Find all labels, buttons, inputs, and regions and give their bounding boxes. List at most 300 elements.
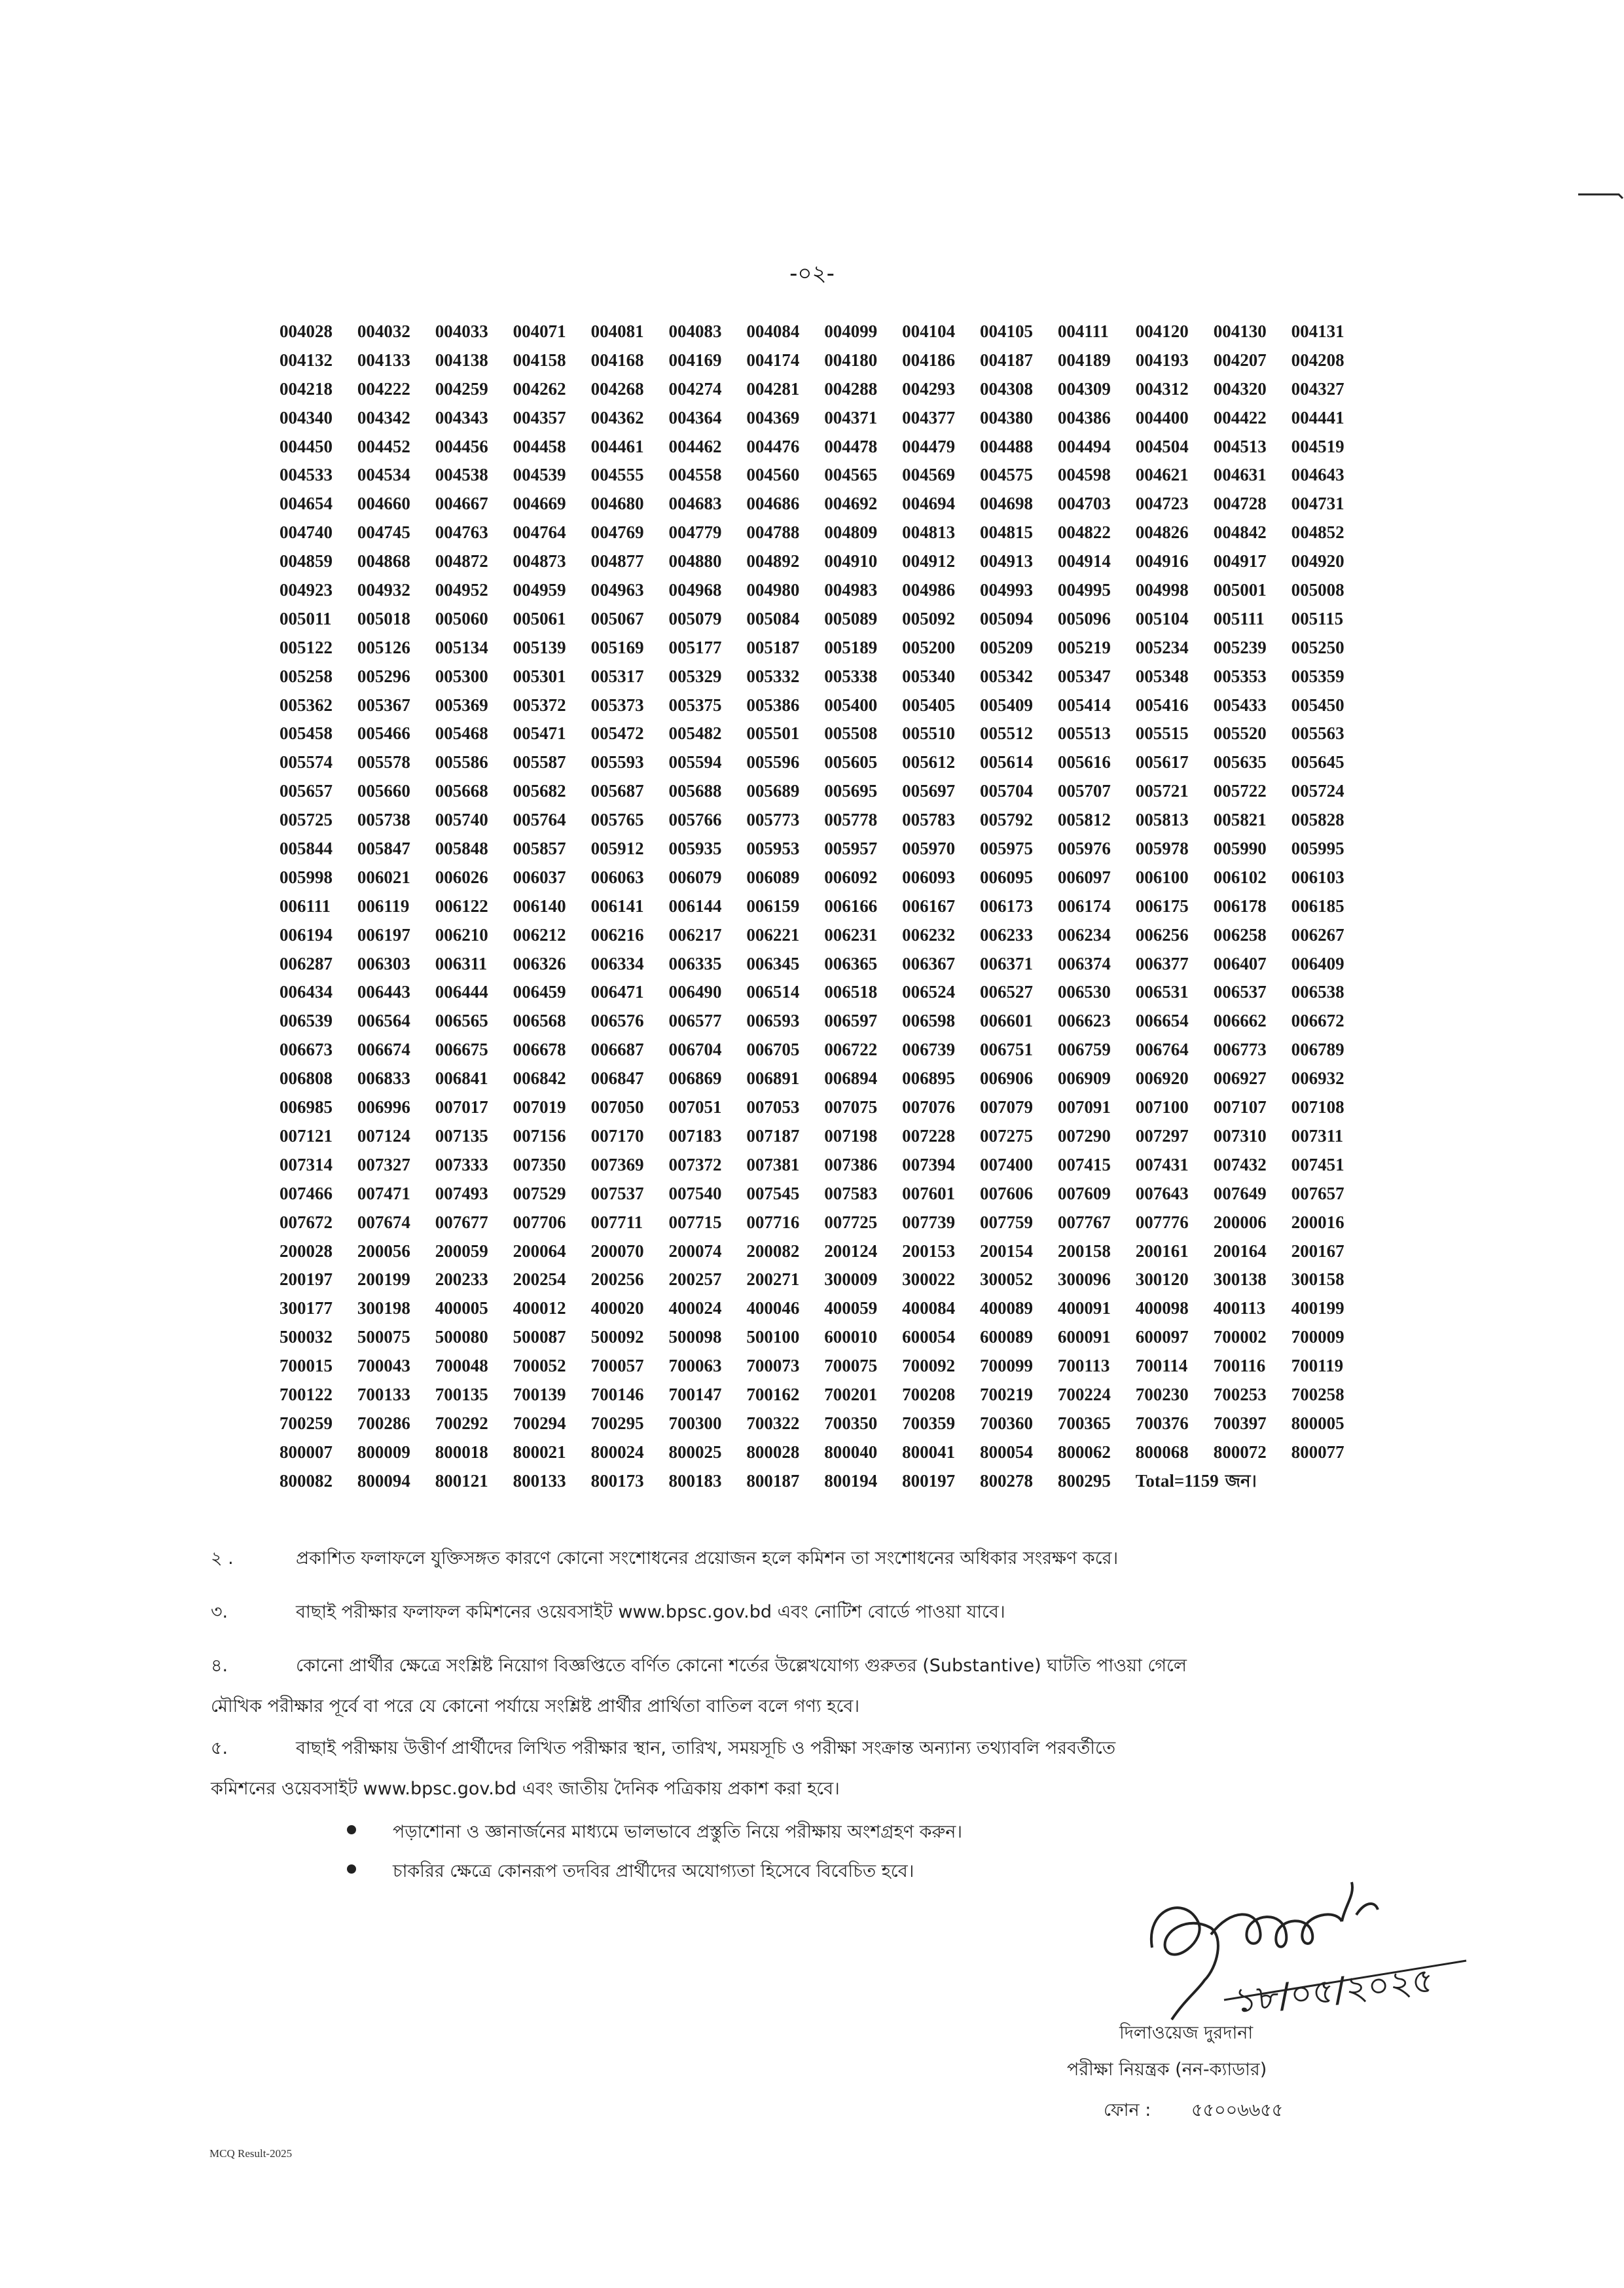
roll-number: 700253 [1213,1384,1267,1404]
roll-row [280,663,1369,691]
roll-number: 005953 [746,839,800,859]
roll-number: 005847 [357,839,410,859]
roll-row [280,1352,1369,1381]
roll-number: 004208 [1291,350,1344,370]
roll-number: 007017 [435,1097,488,1117]
roll-number: 005975 [980,839,1034,859]
roll-number: 700146 [590,1384,644,1404]
roll-number: 004923 [280,580,333,600]
roll-row [280,1265,1369,1294]
roll-number: 006141 [590,896,644,916]
roll-number: 800009 [357,1442,410,1462]
roll-number: 400024 [668,1298,722,1318]
roll-number: 004703 [1057,494,1111,514]
roll-number: 004032 [357,321,410,341]
roll-number: 004362 [590,407,644,427]
roll-number: 004456 [435,436,488,456]
roll-number: 007715 [668,1212,722,1232]
clause-text: কোনো প্রার্থীর ক্ষেত্রে সংশ্লিষ্ট নিয়োগ বিজ্ঞপ্তিতে বর্ণিত কোনো শর্তের উল্লেখযোগ্য গুরুতর (Substantive) ঘাটতি পাওয়া গেলে [296,1656,1187,1676]
roll-number: 700009 [1291,1327,1344,1347]
roll-number: 005468 [435,723,488,744]
roll-number: 007609 [1057,1183,1111,1203]
roll-number: 005501 [746,723,800,744]
roll-number: 006739 [902,1040,956,1060]
roll-number: 005458 [280,723,333,744]
roll-number: 004169 [668,350,722,370]
roll-number: 700119 [1291,1356,1344,1376]
roll-number: 800094 [357,1470,410,1491]
roll-number: 005472 [590,723,644,744]
roll-number: 800025 [668,1442,722,1462]
roll-number: 005373 [590,695,644,715]
roll-number: 007601 [902,1183,956,1203]
roll-number: 006021 [357,867,410,887]
roll-number: 700147 [668,1384,722,1404]
roll-number: 004343 [435,407,488,427]
signatory-name: দিলাওয়েজ দুরদানা [1119,2023,1254,2043]
roll-number: 005612 [902,752,956,772]
roll-number: 004917 [1213,551,1267,572]
roll-number: 600089 [980,1327,1034,1347]
roll-number: 004309 [1057,378,1111,399]
roll-number: 006891 [746,1068,800,1089]
roll-number: 006518 [824,982,878,1002]
roll-number: 005092 [902,608,956,628]
roll-number: 006672 [1291,1011,1344,1031]
roll-number: 006459 [513,982,566,1002]
roll-number: 004968 [668,580,722,600]
roll-number: 004598 [1057,465,1111,485]
roll-number: 700073 [746,1356,800,1376]
roll-number: 005067 [590,608,644,628]
total-label: Total=1159 [1135,1470,1219,1491]
roll-number: 500092 [590,1327,644,1347]
roll-number: 004558 [668,465,722,485]
roll-number: 004872 [435,551,488,572]
roll-number: 004826 [1135,522,1189,543]
roll-number: 006722 [824,1040,878,1060]
roll-number: 800040 [824,1442,878,1462]
roll-number: 006847 [590,1068,644,1089]
roll-number: 200064 [513,1241,566,1261]
roll-number: 004120 [1135,321,1189,341]
roll-row [280,748,1369,777]
roll-number: 004513 [1213,436,1267,456]
roll-number: 700224 [1057,1384,1111,1404]
roll-number: 007050 [590,1097,644,1117]
roll-number: 005725 [280,810,333,830]
roll-number: 700230 [1135,1384,1189,1404]
roll-number: 004327 [1291,378,1344,399]
roll-number: 007079 [980,1097,1034,1117]
roll-number: 006175 [1135,896,1189,916]
roll-number: 004986 [902,580,956,600]
roll-number: 006593 [746,1011,800,1031]
roll-number: 600010 [824,1327,878,1347]
roll-number: 006256 [1135,924,1189,945]
roll-row [280,346,1369,375]
roll-number: 006869 [668,1068,722,1089]
roll-number: 004111 [1057,321,1109,341]
roll-number: 005466 [357,723,410,744]
roll-number: 006335 [668,953,722,973]
roll-number: 004813 [902,522,956,543]
roll-number: 005338 [824,666,878,686]
roll-number: 400098 [1135,1298,1189,1318]
roll-number: 700350 [824,1413,878,1433]
roll-number: 005578 [357,752,410,772]
roll-number: 700292 [435,1413,488,1433]
roll-number: 004533 [280,465,333,485]
roll-number: 005657 [280,781,333,801]
roll-number: 005329 [668,666,722,686]
roll-number: 006662 [1213,1011,1267,1031]
roll-number: 005688 [668,781,722,801]
roll-number: 006159 [746,896,800,916]
roll-row [280,1122,1369,1151]
roll-number: 004555 [590,465,644,485]
roll-number: 005169 [590,637,644,657]
roll-number: 004488 [980,436,1034,456]
roll-number: 005978 [1135,839,1189,859]
roll-row [280,777,1369,806]
roll-number: 006808 [280,1068,333,1089]
roll-number: 700397 [1213,1413,1267,1433]
roll-number: 004680 [590,494,644,514]
roll-number: 004377 [902,407,956,427]
roll-number: 004130 [1213,321,1267,341]
roll-number: 200199 [357,1269,410,1290]
roll-number: 500100 [746,1327,800,1347]
roll-number: 006678 [513,1040,566,1060]
roll-number: 006037 [513,867,566,887]
roll-number: 004028 [280,321,333,341]
roll-number: 004539 [513,465,566,485]
footer-note: MCQ Result-2025 [209,2147,293,2160]
roll-number: 800082 [280,1470,333,1491]
roll-number: 600097 [1135,1327,1189,1347]
roll-number: 300198 [357,1298,410,1318]
roll-row [280,1093,1369,1122]
roll-number: 700113 [1057,1356,1110,1376]
roll-number: 007540 [668,1183,722,1203]
roll-number: 006842 [513,1068,566,1089]
roll-number: 004963 [590,580,644,600]
roll-number: 004669 [513,494,566,514]
roll-number: 600091 [1057,1327,1111,1347]
roll-number: 006377 [1135,953,1189,973]
roll-number: 007297 [1135,1125,1189,1146]
roll-number: 004222 [357,378,410,399]
roll-row [280,318,1369,346]
roll-number: 005094 [980,608,1034,628]
roll-number: 005596 [746,752,800,772]
roll-number: 005414 [1057,695,1111,715]
roll-number: 005778 [824,810,878,830]
roll-number: 007529 [513,1183,566,1203]
roll-row [280,1409,1369,1438]
roll-number: 006538 [1291,982,1344,1002]
roll-number: 006906 [980,1068,1034,1089]
roll-number: 700300 [668,1413,722,1433]
roll-number: 700002 [1213,1327,1267,1347]
roll-number: 005400 [824,695,878,715]
roll-number: 006212 [513,924,566,945]
roll-number: 004400 [1135,407,1189,427]
roll-number: 800197 [902,1470,956,1491]
roll-number: 005115 [1291,608,1344,628]
roll-number: 800068 [1135,1442,1189,1462]
roll-number: 300120 [1135,1269,1189,1290]
roll-number: 005367 [357,695,410,715]
roll-number: 006539 [280,1011,333,1031]
roll-number: 005812 [1057,810,1111,830]
roll-number: 004654 [280,494,333,514]
roll-number: 700052 [513,1356,566,1376]
roll-number: 004369 [746,407,800,427]
roll-number: 007381 [746,1154,800,1174]
roll-number: 006833 [357,1068,410,1089]
roll-row [280,691,1369,720]
roll-number: 004320 [1213,378,1267,399]
roll-number: 004763 [435,522,488,543]
roll-number: 400091 [1057,1298,1111,1318]
roll-number: 400059 [824,1298,878,1318]
roll-number: 005593 [590,752,644,772]
roll-number: 006287 [280,953,333,973]
roll-number: 007674 [357,1212,410,1232]
roll-number: 005857 [513,839,566,859]
roll-number: 005340 [902,666,956,686]
roll-row [280,1007,1369,1036]
roll-number: 006654 [1135,1011,1189,1031]
roll-number: 700139 [513,1384,566,1404]
roll-number: 006093 [902,867,956,887]
roll-number: 004131 [1291,321,1344,341]
roll-number: 006144 [668,896,722,916]
roll-number: 400089 [980,1298,1034,1318]
roll-number: 006704 [668,1040,722,1060]
roll-number: 007606 [980,1183,1034,1203]
roll-number: 005239 [1213,637,1267,657]
roll-number: 004815 [980,522,1034,543]
roll-number: 006311 [435,953,488,973]
roll-number: 300022 [902,1269,956,1290]
roll-number: 006334 [590,953,644,973]
roll-number: 007183 [668,1125,722,1146]
roll-number: 007372 [668,1154,722,1174]
roll-number: 700092 [902,1356,956,1376]
roll-row [280,719,1369,748]
roll-number: 004912 [902,551,956,572]
roll-number: 005482 [668,723,722,744]
roll-number: 004920 [1291,551,1344,572]
roll-number: 200254 [513,1269,566,1290]
roll-number: 700295 [590,1413,644,1433]
roll-number: 005409 [980,695,1034,715]
roll-number: 006568 [513,1011,566,1031]
clause-number: ৩. [211,1602,228,1622]
roll-number: 300096 [1057,1269,1111,1290]
roll-number: 006705 [746,1040,800,1060]
roll-number: 004873 [513,551,566,572]
roll-number: 700322 [746,1413,800,1433]
roll-number: 006326 [513,953,566,973]
roll-number: 005079 [668,608,722,628]
roll-number: 004259 [435,378,488,399]
page-number: -০২- [789,261,835,287]
roll-number: 004099 [824,321,878,341]
roll-row [280,806,1369,835]
roll-number: 800187 [746,1470,800,1491]
roll-number: 200164 [1213,1241,1267,1261]
roll-number: 007156 [513,1125,566,1146]
roll-number: 004740 [280,522,333,543]
roll-number: 006103 [1291,867,1344,887]
roll-number: 007649 [1213,1183,1267,1203]
clause-text: বাছাই পরীক্ষায় উত্তীর্ণ প্রার্থীদের লিখিত পরীক্ষার স্থান, তারিখ, সময়সূচি ও পরীক্ষা সংক্রান্ত অন্যান্য তথ্যাবলি পরবর্তীতে [296,1738,1116,1758]
roll-number: 007369 [590,1154,644,1174]
roll-row [280,1237,1369,1266]
roll-number: 500098 [668,1327,722,1347]
roll-number: 005122 [280,637,333,657]
roll-number: 004998 [1135,580,1189,600]
clause-number: ২ . [211,1548,234,1569]
roll-number: 005089 [824,608,878,628]
roll-number: 005765 [590,810,644,830]
roll-number: 006564 [357,1011,410,1031]
roll-number: 004910 [824,551,878,572]
roll-number: 004262 [513,378,566,399]
roll-number: 004731 [1291,494,1344,514]
roll-number: 006371 [980,953,1034,973]
roll-number: 006985 [280,1097,333,1117]
roll-number: 400113 [1213,1298,1266,1318]
roll-row [280,1036,1369,1064]
roll-number: 007394 [902,1154,956,1174]
roll-number: 007725 [824,1212,878,1232]
roll-number: 005139 [513,637,566,657]
roll-number: 006097 [1057,867,1111,887]
roll-number: 006100 [1135,867,1189,887]
roll-number: 006167 [902,896,956,916]
roll-number: 005134 [435,637,488,657]
roll-number: 007290 [1057,1125,1111,1146]
roll-number: 800005 [1291,1413,1344,1433]
roll-number: 005001 [1213,580,1267,600]
roll-number: 007432 [1213,1154,1267,1174]
roll-number: 005587 [513,752,566,772]
roll-number: 006221 [746,924,800,945]
roll-number: 005416 [1135,695,1189,715]
roll-number: 004698 [980,494,1034,514]
roll-number: 004643 [1291,465,1344,485]
roll-row [280,950,1369,979]
roll-number: 004386 [1057,407,1111,427]
roll-number: 200006 [1213,1212,1267,1232]
roll-number: 006920 [1135,1068,1189,1089]
roll-number: 200124 [824,1241,878,1261]
roll-number: 400084 [902,1298,956,1318]
roll-number: 700376 [1135,1413,1189,1433]
roll-row [280,1467,1369,1496]
roll-number: 006095 [980,867,1034,887]
roll-number: 004822 [1057,522,1111,543]
roll-number: 004342 [357,407,410,427]
roll-number: 007135 [435,1125,488,1146]
roll-number: 200074 [668,1241,722,1261]
roll-number: 005998 [280,867,333,887]
roll-number: 004667 [435,494,488,514]
roll-number: 005369 [435,695,488,715]
roll-number: 007677 [435,1212,488,1232]
roll-number: 004692 [824,494,878,514]
roll-number: 005721 [1135,781,1189,801]
roll-number: 005813 [1135,810,1189,830]
roll-number: 006210 [435,924,488,945]
roll-number: 004357 [513,407,566,427]
roll-number: 004660 [357,494,410,514]
roll-row [280,576,1369,605]
roll-number: 005200 [902,637,956,657]
roll-number: 004132 [280,350,333,370]
roll-number: 004168 [590,350,644,370]
roll-number: 004519 [1291,436,1344,456]
roll-number: 007716 [746,1212,800,1232]
roll-number: 006764 [1135,1040,1189,1060]
roll-number: 007657 [1291,1183,1344,1203]
roll-number: 700075 [824,1356,878,1376]
roll-number: 005821 [1213,810,1267,830]
roll-number: 005520 [1213,723,1267,744]
roll-number: 007466 [280,1183,333,1203]
roll-number: 004084 [746,321,800,341]
roll-number: 007583 [824,1183,878,1203]
roll-number: 006267 [1291,924,1344,945]
roll-number: 800121 [435,1470,488,1491]
roll-number: 006894 [824,1068,878,1089]
roll-number: 006197 [357,924,410,945]
roll-number: 400199 [1291,1298,1344,1318]
roll-number: 005764 [513,810,566,830]
roll-number: 004914 [1057,551,1111,572]
roll-row [280,1438,1369,1467]
roll-row [280,461,1369,490]
roll-number: 005687 [590,781,644,801]
roll-number: 004534 [357,465,410,485]
roll-number: 005617 [1135,752,1189,772]
roll-number: 700294 [513,1413,566,1433]
roll-number: 005258 [280,666,333,686]
roll-number: 700114 [1135,1356,1188,1376]
roll-number: 005296 [357,666,410,686]
roll-number: 400020 [590,1298,644,1318]
roll-number: 006443 [357,982,410,1002]
roll-number: 200158 [1057,1241,1111,1261]
roll-number: 700122 [280,1384,333,1404]
roll-number: 006258 [1213,924,1267,945]
roll-row [280,892,1369,921]
roll-number: 004621 [1135,465,1189,485]
roll-number: 005605 [824,752,878,772]
roll-number: 004450 [280,436,333,456]
roll-number: 006530 [1057,982,1111,1002]
roll-number: 004268 [590,378,644,399]
roll-number: 004913 [980,551,1034,572]
roll-row [280,1323,1369,1352]
roll-number: 005375 [668,695,722,715]
roll-number: 006773 [1213,1040,1267,1060]
